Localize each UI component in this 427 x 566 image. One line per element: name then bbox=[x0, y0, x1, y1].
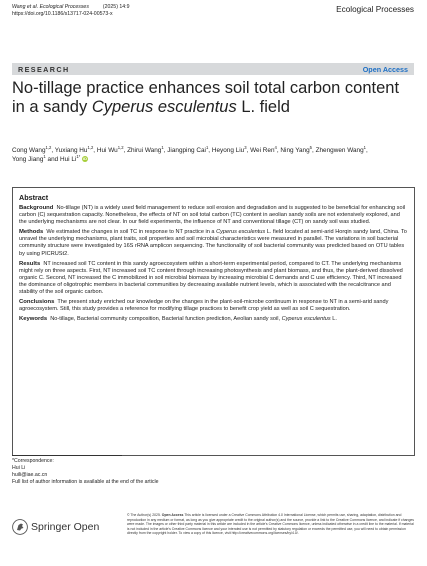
author-list bbox=[12, 146, 372, 164]
open-access-badge: Open Access bbox=[362, 65, 408, 74]
author-affiliation: 1 bbox=[205, 144, 209, 150]
author-affiliation: 1* bbox=[76, 153, 81, 159]
correspondence-label: *Correspondence: bbox=[12, 458, 54, 464]
author-separator: , bbox=[163, 147, 168, 154]
author-name: Ning Yang bbox=[280, 147, 310, 154]
author-affiliation: 1,2 bbox=[87, 144, 94, 150]
author-affiliation: 4 bbox=[274, 144, 277, 150]
citation-authors: Wang et al. bbox=[12, 4, 39, 10]
author-name: Jiangping Cai bbox=[167, 147, 206, 154]
author-separator: , bbox=[123, 147, 128, 154]
section-label: RESEARCH bbox=[18, 65, 70, 74]
abstract-keywords bbox=[19, 316, 408, 323]
article-title bbox=[12, 79, 412, 117]
keywords-species: Cyperus esculentus bbox=[281, 316, 331, 323]
correspondence-name: Hui Li bbox=[12, 465, 26, 471]
citation-journal: Ecological Processes bbox=[39, 4, 89, 10]
license-body: This article is licensed under a Creative Commons Attribution 4.0 International License, which permits use, sharing, adaptation, distribution and reproduction in any medium or format, as long as you give appropriate credit to the original author(s) and the source, provide a link to the Creative Commons licence, and indicate if changes were made. The images or other third party material in this article are included in the article's Creative Commons licence, unless indicated otherwise in a credit line to the material. If material is not included in the article's Creative Commons licence and your intended use is not permitted by statutory regulation or exceeds the permitted use, you will need to obtain permission directly from the copyright holder. To view a copy of this licence, visit http://creativecommons.org/licenses/by/4.0/. bbox=[127, 513, 414, 536]
author-affiliation: 3 bbox=[244, 144, 247, 150]
author-affiliation: 5 bbox=[309, 144, 313, 150]
author-separator: , bbox=[246, 147, 251, 154]
author-name: Cong Wang bbox=[12, 147, 46, 154]
author-name: Yuxiang Hu bbox=[54, 147, 88, 154]
author-separator: , bbox=[276, 147, 281, 154]
author-separator: , bbox=[208, 147, 212, 154]
footnote-divider bbox=[12, 455, 122, 456]
title-part-1: No-tillage practice enhances soil total carbon content in a sandy bbox=[12, 79, 400, 116]
license-text bbox=[127, 513, 415, 536]
author-affiliation: 1 bbox=[363, 144, 366, 150]
orcid-icon[interactable]: iD bbox=[83, 156, 88, 162]
author-separator: , bbox=[312, 147, 316, 154]
methods-species: Cyperus esculentus bbox=[216, 229, 266, 236]
methods-label: Methods bbox=[19, 229, 44, 236]
author-separator: , bbox=[51, 147, 55, 154]
author-affiliation: 1,2 bbox=[45, 144, 52, 150]
citation-header bbox=[12, 4, 143, 18]
results-text: NT increased soil TC content in this sandy agroecosystem within a short-term experimental period, compared to CT. The underlying mechanisms might rely on three aspects. First, NT increased soil TC content through increasing photosynthesis and plant biomass, and thus, the plant-derived dissolved organic C. Second, NT increased the C immobilized in soil microbial biomass by increasing microbial C demands and C use efficiency. Third, NT increased the dominance of oligotrophic members in bacterial communities by decreasing available nutrient levels, which is associated with the recalcitrance and stability of the soil organic carbon. bbox=[19, 260, 403, 296]
author-name: Zhengwen Wang bbox=[315, 147, 364, 154]
author-separator: , bbox=[366, 147, 368, 154]
publisher-name: Springer Open bbox=[31, 521, 100, 533]
license-open-access: Open Access bbox=[161, 513, 184, 517]
article-type-banner bbox=[12, 63, 414, 75]
abstract-results bbox=[19, 261, 408, 296]
abstract-background bbox=[19, 205, 408, 226]
author-separator: and bbox=[45, 156, 60, 163]
correspondence-email[interactable]: huili@iae.ac.cn bbox=[12, 472, 48, 478]
author-name: Zhirui Wang bbox=[127, 147, 162, 154]
author-name: Wei Ren bbox=[250, 147, 275, 154]
results-label: Results bbox=[19, 260, 41, 267]
author-separator: , bbox=[93, 147, 97, 154]
abstract-heading: Abstract bbox=[19, 193, 49, 202]
citation-volume: (2025) 14:9 bbox=[102, 4, 130, 10]
author-affiliation: 1 bbox=[43, 153, 46, 159]
title-species: Cyperus esculentus bbox=[91, 98, 237, 116]
conclusions-text: The present study enriched our knowledge on the changes in the plant-soil-microbe continuum in response to NT in a semi-arid sandy agroecosystem. Still, this study provides a reference for modifying tillage practices to benefit crop yield as well as soil C sequestration. bbox=[19, 299, 389, 313]
title-part-2: L. field bbox=[236, 98, 290, 116]
methods-text-2: L. field located at semi-arid Horqin sandy land, China. To unravel the underlying mechanisms, plant traits, soil properties and soil microbial characteristics were measured in parallel. The variations in soil bacterial community structure were investigated by 16S rRNA amplicon sequencing. The functionality of soil bacterial community was predicted based on OTU tables by using PICRUSt2. bbox=[19, 229, 407, 257]
abstract-box bbox=[12, 187, 415, 456]
background-text: No-tillage (NT) is a widely used field management to reduce soil erosion and degradation and is suggested to be beneficial for enhancing soil carbon (C) sequestration capacity. Nonetheless, the effects of NT on soil total carbon (TC) content in aeolian sandy soils are not extensively explored, and the underlying mechanisms are not clear. In our field experiments, the influence of NT and conventional tillage (CT) on sandy soil was studied. bbox=[19, 205, 406, 226]
background-label: Background bbox=[19, 205, 54, 211]
abstract-conclusions bbox=[19, 299, 408, 313]
methods-text-1: We estimated the changes in soil TC in response to NT practice in a bbox=[46, 229, 217, 236]
doi-link[interactable]: https://doi.org/10.1186/s13717-024-00573-x bbox=[12, 11, 113, 17]
author-affiliation: 1 bbox=[161, 144, 164, 150]
author-name: Hui Wu bbox=[96, 147, 118, 154]
springer-horse-icon bbox=[12, 519, 28, 535]
keywords-text-2: L. bbox=[330, 316, 337, 323]
abstract-methods bbox=[19, 229, 408, 257]
keywords-label: Keywords bbox=[19, 316, 48, 323]
keywords-text-1: No-tillage, Bacterial community composition, Bacterial function prediction, Aeolian sandy soil, bbox=[50, 316, 282, 323]
conclusions-label: Conclusions bbox=[19, 299, 55, 306]
author-info-note: Full list of author information is available at the end of the article bbox=[12, 479, 159, 485]
author-name: Hui Li bbox=[59, 156, 77, 163]
correspondence-block bbox=[12, 458, 158, 486]
author-name: Heyong Liu bbox=[211, 147, 245, 154]
author-name: Yong Jiang bbox=[12, 156, 44, 163]
journal-name: Ecological Processes bbox=[336, 5, 414, 14]
license-lead: © The Author(s) 2025. bbox=[127, 513, 162, 517]
author-affiliation: 1,2 bbox=[117, 144, 124, 150]
